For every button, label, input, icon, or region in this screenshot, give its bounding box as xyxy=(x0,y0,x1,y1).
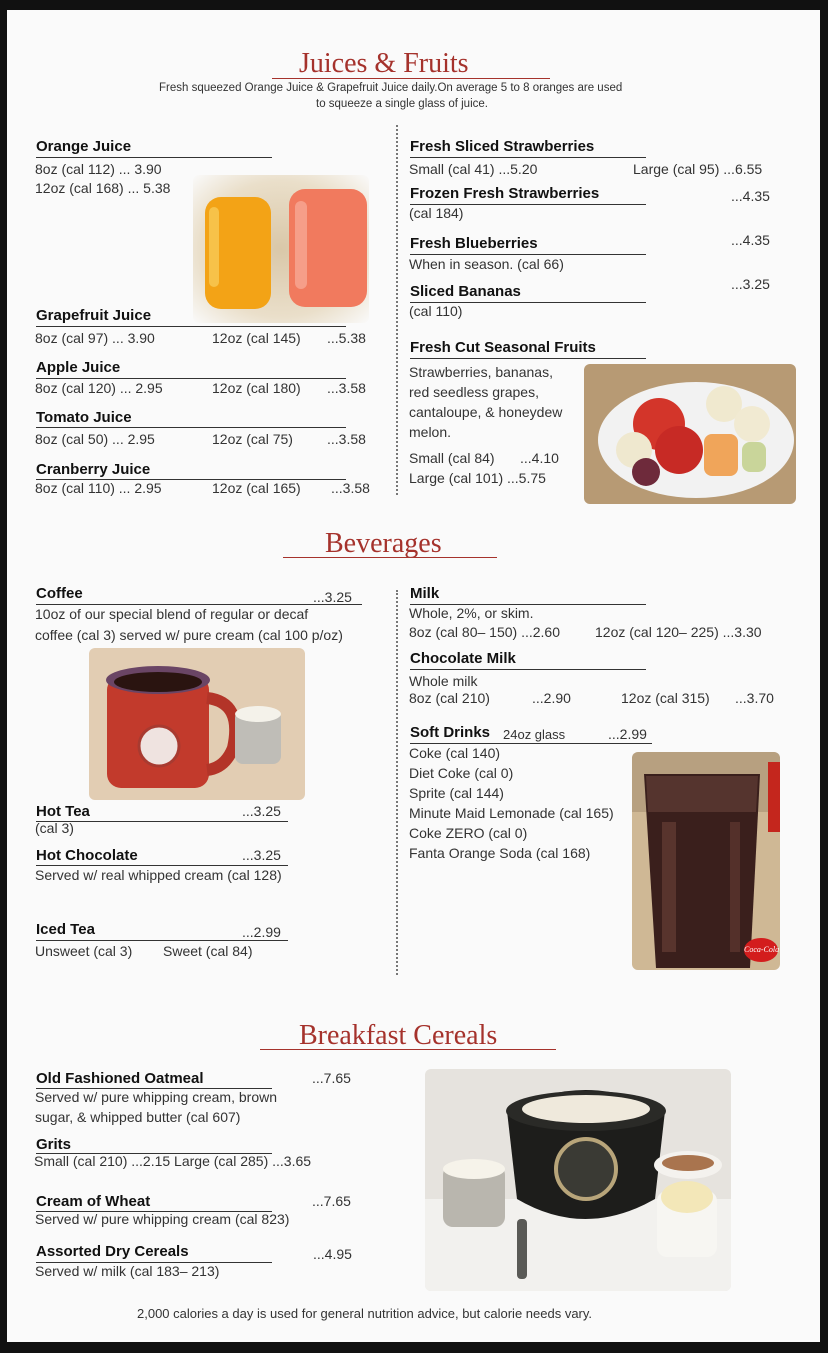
divider xyxy=(410,669,646,670)
cereals-title-underline xyxy=(260,1049,556,1050)
grapefruit-juice-large: 12oz (cal 145) xyxy=(212,330,301,346)
hot-tea-name: Hot Tea xyxy=(36,803,90,820)
coffee-mug-image xyxy=(89,648,305,800)
seasonal-fruits-large-price: ...5.75 xyxy=(507,470,546,486)
iced-tea-unsweet: Unsweet (cal 3) xyxy=(35,943,133,959)
oatmeal-desc-1: Served w/ pure whipping cream, brown xyxy=(35,1089,278,1105)
cranberry-juice-name: Cranberry Juice xyxy=(36,461,151,478)
soda-glass-photo xyxy=(632,752,780,970)
grits-name: Grits xyxy=(36,1136,72,1153)
dry-cereals-price: ...4.95 xyxy=(313,1246,352,1262)
grapefruit-juice-name: Grapefruit Juice xyxy=(36,307,152,324)
oatmeal-desc-2: sugar, & whipped butter (cal 607) xyxy=(35,1109,241,1125)
menu-page xyxy=(7,10,820,1342)
iced-tea-sweet: Sweet (cal 84) xyxy=(163,943,253,959)
soft-drink-item: Fanta Orange Soda (cal 168) xyxy=(409,845,591,861)
strawberries-small: Small (cal 41) ...5.20 xyxy=(409,161,538,177)
hot-chocolate-price: ...3.25 xyxy=(242,847,281,863)
coffee-price: ...3.25 xyxy=(313,589,352,605)
chocolate-milk-large-price: ...3.70 xyxy=(735,690,774,706)
oatmeal-bowl-image xyxy=(425,1069,731,1291)
dry-cereals-desc: Served w/ milk (cal 183– 213) xyxy=(35,1263,220,1279)
soft-drink-item: Sprite (cal 144) xyxy=(409,785,504,801)
iced-tea-price: ...2.99 xyxy=(242,924,281,940)
tomato-juice-small: 8oz (cal 50) ... 2.95 xyxy=(35,431,155,447)
divider xyxy=(410,358,646,359)
grits-sizes: Small (cal 210) ...2.15 Large (cal 285) ...3.65 xyxy=(34,1153,312,1169)
column-divider xyxy=(396,590,398,975)
cranberry-juice-large: 12oz (cal 165) xyxy=(212,480,301,496)
iced-tea-name: Iced Tea xyxy=(36,921,95,938)
soft-drink-item: Coke ZERO (cal 0) xyxy=(409,825,528,841)
divider xyxy=(410,157,646,158)
milk-name: Milk xyxy=(410,585,440,602)
chocolate-milk-desc: Whole milk xyxy=(409,673,478,689)
apple-juice-small: 8oz (cal 120) ... 2.95 xyxy=(35,380,163,396)
soft-drink-item: Coke (cal 140) xyxy=(409,745,501,761)
beverages-title: Beverages xyxy=(325,528,442,559)
strawberries-name: Fresh Sliced Strawberries xyxy=(410,138,595,155)
bananas-price: ...3.25 xyxy=(731,276,770,292)
bananas-desc: (cal 110) xyxy=(409,303,463,319)
seasonal-fruits-desc-2: red seedless grapes, xyxy=(409,384,539,400)
milk-large: 12oz (cal 120– 225) ...3.30 xyxy=(595,624,762,640)
seasonal-fruits-name: Fresh Cut Seasonal Fruits xyxy=(410,339,596,356)
seasonal-fruits-desc-4: melon. xyxy=(409,424,452,440)
milk-small: 8oz (cal 80– 150) ...2.60 xyxy=(409,624,560,640)
tomato-juice-large: 12oz (cal 75) xyxy=(212,431,293,447)
frozen-strawberries-price: ...4.35 xyxy=(731,188,770,204)
soft-drink-item: Minute Maid Lemonade (cal 165) xyxy=(409,805,614,821)
soft-drinks-price: ...2.99 xyxy=(608,726,647,742)
divider xyxy=(36,378,346,379)
strawberries-large: Large (cal 95) ...6.55 xyxy=(633,161,763,177)
orange-juice-small: 8oz (cal 112) ... 3.90 xyxy=(35,161,162,177)
fruit-plate-image xyxy=(584,364,796,504)
grapefruit-juice-small: 8oz (cal 97) ... 3.90 xyxy=(35,330,155,346)
footer-note: 2,000 calories a day is used for general nutrition advice, but calorie needs vary. xyxy=(137,1306,593,1321)
soft-drinks-size: 24oz glass xyxy=(503,727,566,742)
seasonal-fruits-desc-3: cantaloupe, & honeydew xyxy=(409,404,563,420)
divider xyxy=(36,157,272,158)
juice-glasses-image xyxy=(193,175,369,323)
seasonal-fruits-desc-1: Strawberries, bananas, xyxy=(409,364,553,380)
blueberries-name: Fresh Blueberries xyxy=(410,235,538,252)
coffee-name: Coffee xyxy=(36,585,83,602)
fruit-plate-photo xyxy=(584,364,796,504)
coffee-desc-2: coffee (cal 3) served w/ pure cream (cal 100 p/oz) xyxy=(35,627,343,643)
beverages-title-underline xyxy=(283,557,497,558)
blueberries-desc: When in season. (cal 66) xyxy=(409,256,564,272)
cream-of-wheat-price: ...7.65 xyxy=(312,1193,351,1209)
cranberry-juice-large-price: ...3.58 xyxy=(331,480,370,496)
blueberries-price: ...4.35 xyxy=(731,232,770,248)
orange-juice-name: Orange Juice xyxy=(36,138,132,155)
column-divider xyxy=(396,125,398,495)
bananas-name: Sliced Bananas xyxy=(410,283,521,300)
orange-juice-large: 12oz (cal 168) ... 5.38 xyxy=(35,180,171,196)
juices-title: Juices & Fruits xyxy=(299,48,469,79)
hot-chocolate-name: Hot Chocolate xyxy=(36,847,138,864)
apple-juice-name: Apple Juice xyxy=(36,359,121,376)
juice-glasses-photo xyxy=(193,175,369,323)
divider xyxy=(36,604,362,605)
divider xyxy=(36,427,346,428)
tomato-juice-large-price: ...3.58 xyxy=(327,431,366,447)
oatmeal-name: Old Fashioned Oatmeal xyxy=(36,1070,204,1087)
frozen-strawberries-desc: (cal 184) xyxy=(409,205,464,221)
oatmeal-bowl-photo xyxy=(425,1069,731,1291)
apple-juice-large: 12oz (cal 180) xyxy=(212,380,301,396)
oatmeal-price: ...7.65 xyxy=(312,1070,351,1086)
chocolate-milk-name: Chocolate Milk xyxy=(410,650,516,667)
hot-chocolate-desc: Served w/ real whipped cream (cal 128) xyxy=(35,867,282,883)
chocolate-milk-small-price: ...2.90 xyxy=(532,690,571,706)
divider xyxy=(36,940,288,941)
coffee-desc-1: 10oz of our special blend of regular or decaf xyxy=(35,606,309,622)
juices-subtitle-2: to squeeze a single glass of juice. xyxy=(316,98,488,110)
seasonal-fruits-small: Small (cal 84) xyxy=(409,450,495,466)
seasonal-fruits-large: Large (cal 101) xyxy=(409,470,504,486)
cream-of-wheat-name: Cream of Wheat xyxy=(36,1193,151,1210)
seasonal-fruits-small-price: ...4.10 xyxy=(520,450,559,466)
divider xyxy=(410,254,646,255)
cranberry-juice-small: 8oz (cal 110) ... 2.95 xyxy=(35,480,162,496)
chocolate-milk-small: 8oz (cal 210) xyxy=(409,690,490,706)
divider xyxy=(410,743,652,744)
juices-title-underline xyxy=(272,78,550,79)
divider xyxy=(36,326,346,327)
milk-desc: Whole, 2%, or skim. xyxy=(409,605,534,621)
frozen-strawberries-name: Frozen Fresh Strawberries xyxy=(410,185,600,202)
chocolate-milk-large: 12oz (cal 315) xyxy=(621,690,710,706)
juices-subtitle: Fresh squeezed Orange Juice & Grapefruit Juice daily.On average 5 to 8 oranges are used xyxy=(159,82,623,94)
soft-drink-item: Diet Coke (cal 0) xyxy=(409,765,514,781)
coffee-mug-photo xyxy=(89,648,305,800)
cream-of-wheat-desc: Served w/ pure whipping cream (cal 823) xyxy=(35,1211,290,1227)
cereals-title: Breakfast Cereals xyxy=(299,1020,498,1051)
divider xyxy=(36,865,288,866)
hot-tea-price: ...3.25 xyxy=(242,803,281,819)
grapefruit-juice-large-price: ...5.38 xyxy=(327,330,366,346)
dry-cereals-name: Assorted Dry Cereals xyxy=(36,1243,189,1260)
apple-juice-large-price: ...3.58 xyxy=(327,380,366,396)
soft-drinks-name: Soft Drinks xyxy=(410,724,491,741)
hot-tea-desc: (cal 3) xyxy=(35,820,74,836)
coca-cola-logo: Coca-Cola xyxy=(744,938,778,962)
tomato-juice-name: Tomato Juice xyxy=(36,409,132,426)
